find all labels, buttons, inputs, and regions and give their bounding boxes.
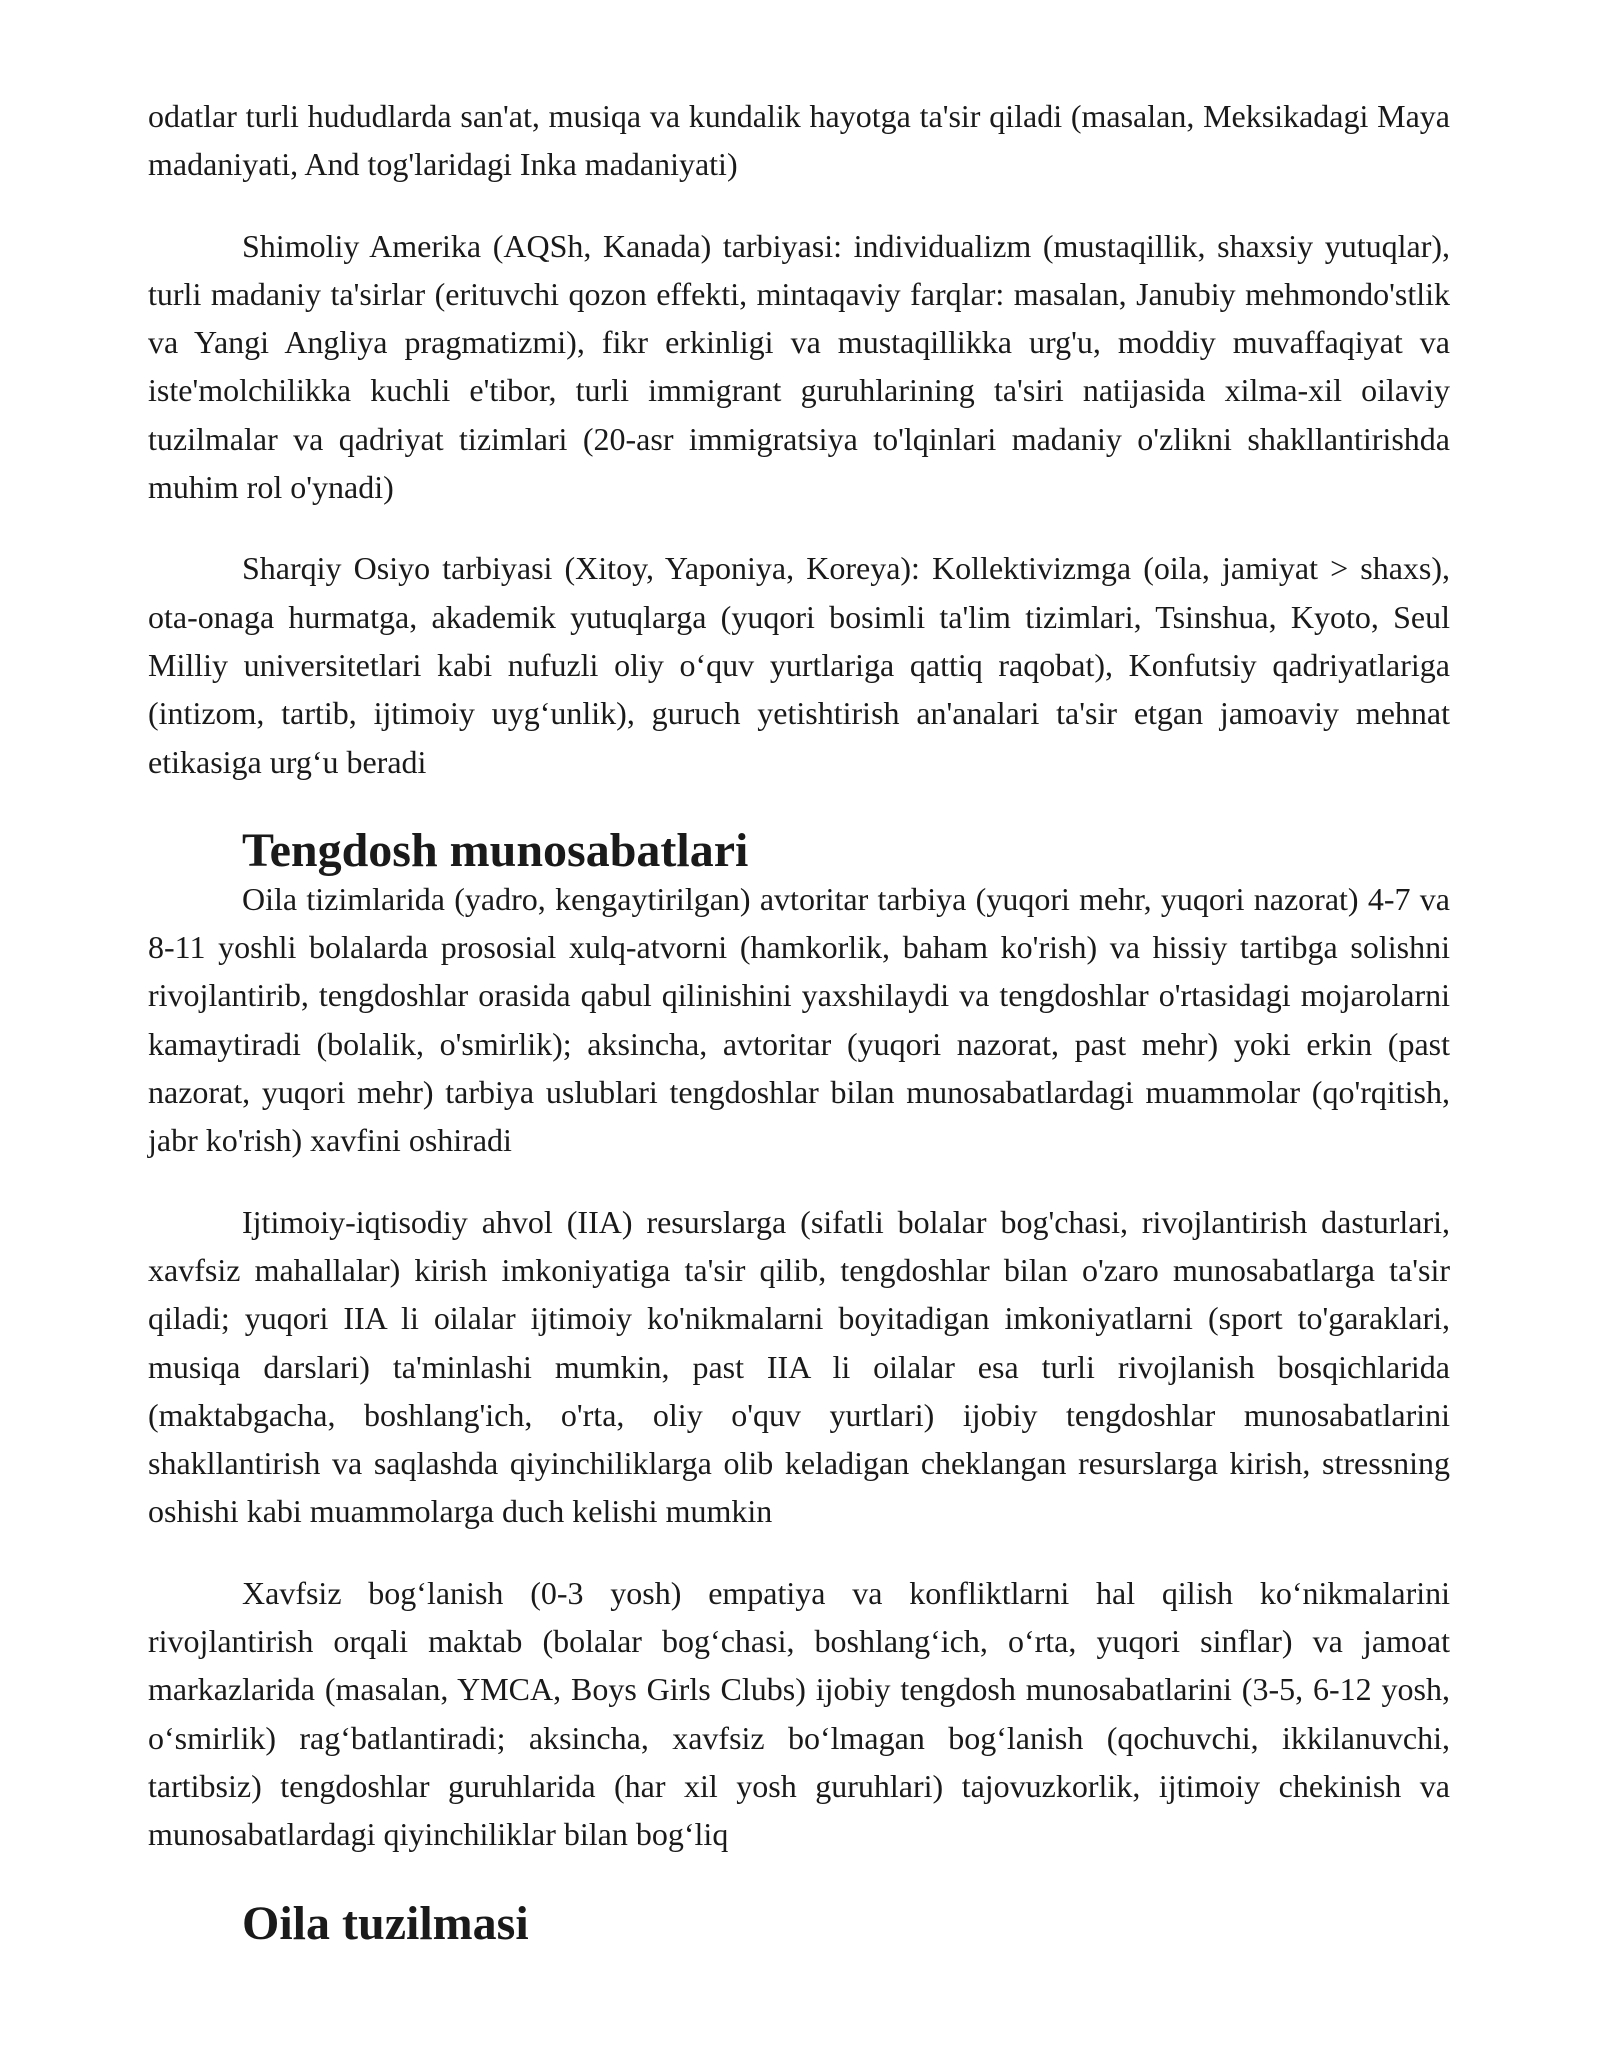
section-heading-peer-relations: Tengdosh munosabatlari (242, 823, 749, 877)
paragraph-east-asia: Sharqiy Osiyo tarbiyasi (Xitoy, Yaponiya, Koreya): Kollektivizmga (oila, jamiyat > shaxs), ota-onaga hurmatga, akademik yutuqlarga (yuqori bosimli ta'lim tizimlari, Tsinshua, Kyoto, Seul Milliy universitetlari kabi nufuzli oliy o‘quv yurtlariga qattiq raqobat), Konfutsiy qadriyatlariga (intizom, tartib, ijtimoiy uyg‘unlik), guruch yetishtirish an'analari ta'sir etgan jamoaviy mehnat etikasiga urg‘u beradi (148, 550, 1450, 780)
document-page (148, 92, 1450, 1948)
paragraph-socioeconomic-status: Ijtimoiy-iqtisodiy ahvol (IIA) resurslarga (sifatli bolalar bog'chasi, rivojlantirish dasturlari, xavfsiz mahallalar) kirish imkoniyatiga ta'sir qilib, tengdoshlar bilan o'zaro munosabatlarga ta'sir qiladi; yuqori IIA li oilalar ijtimoiy ko'nikmalarni boyitadigan imkoniyatlarni (sport to'garaklari, musiqa darslari) ta'minlashi mumkin, past IIA li oilalar esa turli rivojlanish bosqichlarida (maktabgacha, boshlang'ich, o'rta, oliy o'quv yurtlari) ijobiy tengdoshlar munosabatlarini shakllantirish va saqlashda qiyinchiliklarga olib keladigan cheklangan resurslarga kirish, stressning oshishi kabi muammolarga duch kelishi mumkin (148, 1203, 1450, 1530)
paragraph-cultural-traditions: odatlar turli hududlarda san'at, musiqa va kundalik hayotga ta'sir qiladi (masalan, Meksikadagi Maya madaniyati, And tog'laridagi Inka madaniyati) (148, 98, 1450, 183)
section-heading-family-structure: Oila tuzilmasi (242, 1896, 529, 1950)
paragraph-attachment: Xavfsiz bog‘lanish (0-3 yosh) empatiya va konfliktlarni hal qilish ko‘nikmalarini rivojlantirish orqali maktab (bolalar bog‘chasi, boshlang‘ich, o‘rta, yuqori sinflar) va jamoat markazlarida (masalan, YMCA, Boys Girls Clubs) ijobiy tengdosh munosabatlarini (3-5, 6-12 yosh, o‘smirlik) rag‘batlantiradi; aksincha, xavfsiz bo‘lmagan bog‘lanish (qochuvchi, ikkilanuvchi, tartibsiz) tengdoshlar guruhlarida (har xil yosh guruhlari) tajovuzkorlik, ijtimoiy chekinish va munosabatlardagi qiyinchiliklar bilan bog‘liq (148, 1574, 1450, 1853)
paragraph-parenting-styles: Oila tizimlarida (yadro, kengaytirilgan) avtoritar tarbiya (yuqori mehr, yuqori nazorat) 4-7 va 8-11 yoshli bolalarda prososial xulq-atvorni (hamkorlik, baham ko'rish) va hissiy tartibga solishni rivojlantirib, tengdoshlar orasida qabul qilinishini yaxshilaydi va tengdoshlar o'rtasidagi mojarolarni kamaytiradi (bolalik, o'smirlik); aksincha, avtoritar (yuqori nazorat, past mehr) yoki erkin (past nazorat, yuqori mehr) tarbiya uslublari tengdoshlar bilan munosabatlardagi muammolar (qo'rqitish, jabr ko'rish) xavfini oshiradi (148, 880, 1450, 1159)
paragraph-north-america: Shimoliy Amerika (AQSh, Kanada) tarbiyasi: individualizm (mustaqillik, shaxsiy yutuqlar), turli madaniy ta'sirlar (erituvchi qozon effekti, mintaqaviy farqlar: masalan, Janubiy mehmondo'stlik va Yangi Angliya pragmatizmi), fikr erkinligi va mustaqillikka urg'u, moddiy muvaffaqiyat va iste'molchilikka kuchli e'tibor, turli immigrant guruhlarining ta'siri natijasida xilma-xil oilaviy tuzilmalar va qadriyat tizimlari (20-asr immigratsiya to'lqinlari madaniy o'zlikni shakllantirishda muhim rol o'ynadi) (148, 227, 1450, 506)
